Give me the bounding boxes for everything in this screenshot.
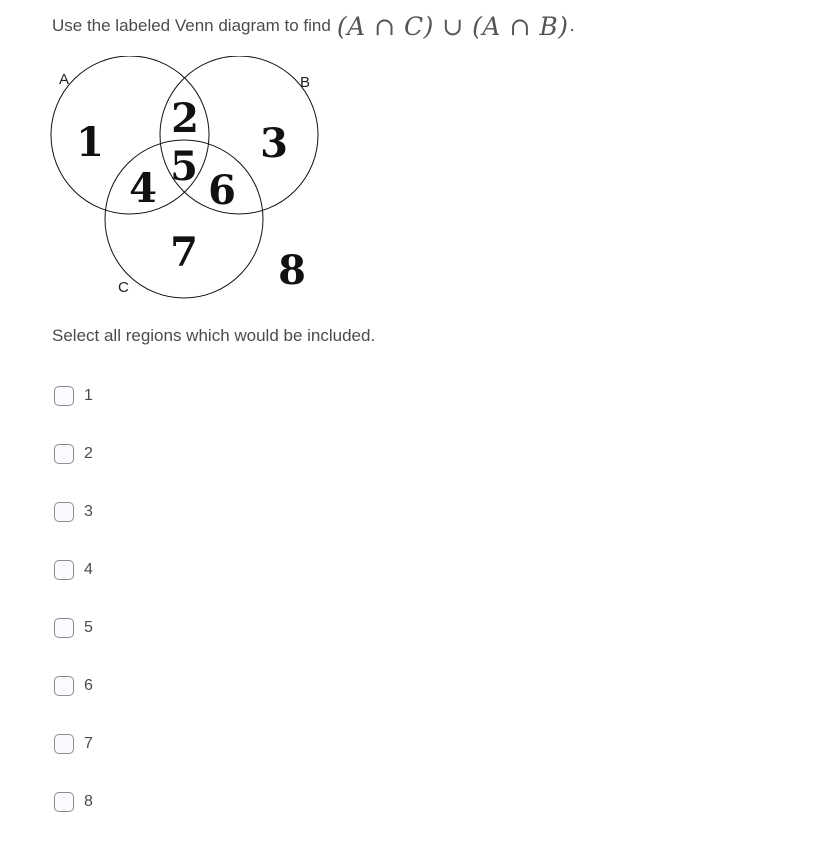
region-label-7: 7 [170,229,198,276]
question-text: Use the labeled Venn diagram to find [52,16,331,35]
option-3[interactable] [54,500,93,558]
question-period: . [569,15,575,36]
region-options-list [54,384,93,848]
question-prompt [52,6,575,46]
region-label-5: 5 [170,143,198,190]
checkbox-4[interactable] [54,560,74,580]
option-label-6: 6 [84,677,93,694]
region-label-2: 2 [171,95,199,142]
option-label-3: 3 [84,503,93,520]
checkbox-5[interactable] [54,618,74,638]
region-label-3: 3 [260,120,288,167]
checkbox-3[interactable] [54,502,74,522]
option-4[interactable] [54,558,93,616]
option-label-7: 7 [84,735,93,752]
option-label-1: 1 [84,387,93,404]
checkbox-8[interactable] [54,792,74,812]
option-label-2: 2 [84,445,93,462]
option-7[interactable] [54,732,93,790]
region-label-6: 6 [208,167,236,214]
option-1[interactable] [54,384,93,442]
region-label-1: 1 [76,119,104,166]
set-label-a: A [59,71,70,88]
region-label-8: 8 [278,247,306,294]
option-8[interactable] [54,790,93,848]
region-label-4: 4 [129,165,157,212]
option-label-5: 5 [84,619,93,636]
instruction-text: Select all regions which would be included. [52,326,376,345]
option-6[interactable] [54,674,93,732]
set-expression: (A ∩ C) ∪ (A ∩ B) [336,11,569,41]
set-label-b: B [300,74,311,91]
set-label-c: C [118,279,129,296]
checkbox-2[interactable] [54,444,74,464]
checkbox-7[interactable] [54,734,74,754]
checkbox-6[interactable] [54,676,74,696]
option-label-4: 4 [84,561,93,578]
checkbox-1[interactable] [54,386,74,406]
option-label-8: 8 [84,793,93,810]
option-5[interactable] [54,616,93,674]
option-2[interactable] [54,442,93,500]
venn-diagram [40,56,340,306]
